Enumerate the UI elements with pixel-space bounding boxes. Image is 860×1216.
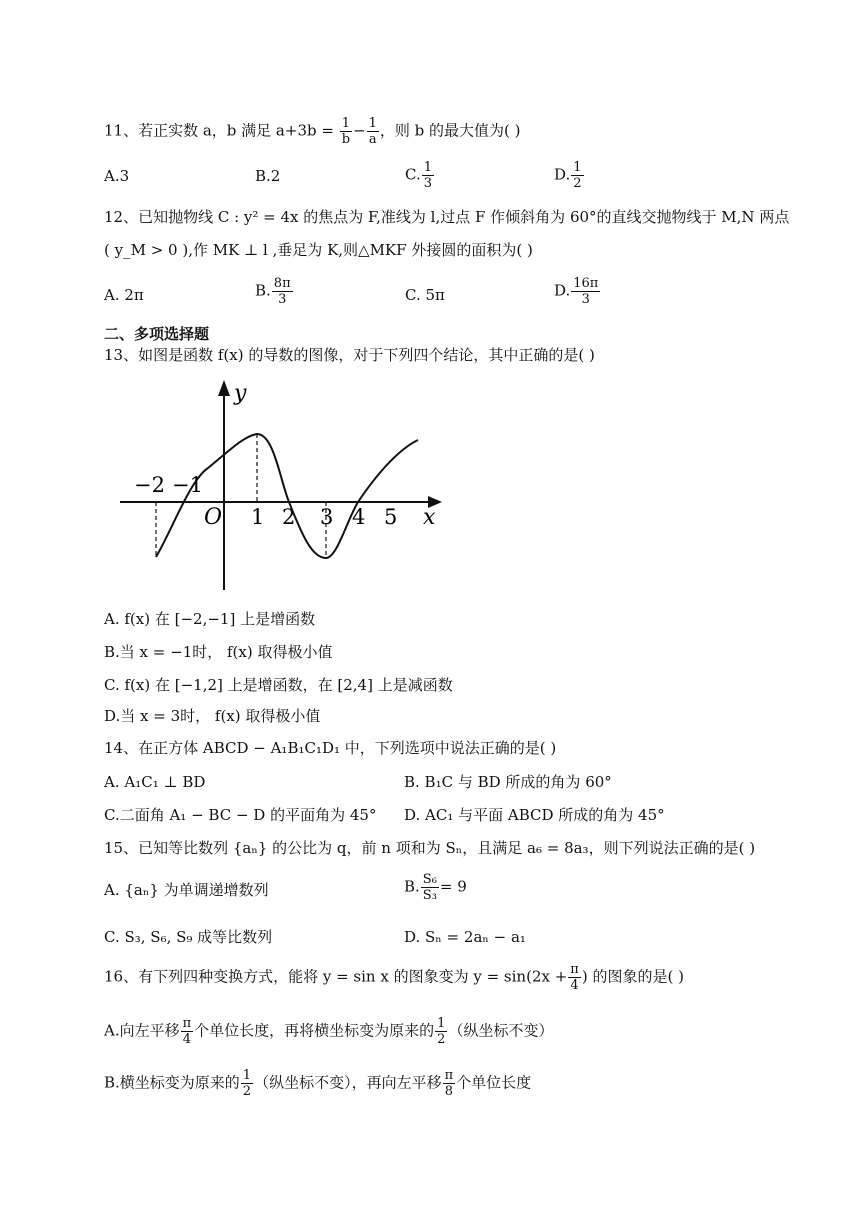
q15-option-c: C. S₃, S₆, S₉ 成等比数列 <box>104 928 273 946</box>
q12-option-a: A. 2π <box>104 286 144 304</box>
y-axis-arrow <box>218 380 230 396</box>
tick-2: 2 <box>282 505 296 529</box>
q11-option-d: D. $\frac{1}{2}$ <box>554 160 582 191</box>
q13-option-a: A. f(x) 在 [−2,−1] 上是增函数 <box>104 610 316 628</box>
q16-stem: 16、有下列四种变换方式，能将 y = sin x 的图象变为 y = sin(2x + $\frac{\pi}{4}$ ) 的图象的是( ) <box>104 962 684 993</box>
q16-option-a: A.向左平移 $\frac{\pi}{4}$ 个单位长度，再将横坐标变为原来的 $\frac{1}{2}$ （纵坐标不变） <box>104 1016 554 1047</box>
q12-option-d: D. $\frac{16\pi}{3}$ <box>554 276 599 307</box>
q12-option-c: C. 5π <box>405 286 445 304</box>
q14-stem: 14、在正方体 ABCD − A₁B₁C₁D₁ 中，下列选项中说法正确的是( ) <box>104 739 557 757</box>
q13-option-b: B.当 x = −1时， f(x) 取得极小值 <box>104 643 333 661</box>
y-axis-label: y <box>234 381 247 406</box>
q14-option-b: B. B₁C 与 BD 所成的角为 60° <box>404 773 612 791</box>
derivative-graph <box>112 370 452 600</box>
q13-stem: 13、如图是函数 f(x) 的导数的图像，对于下列四个结论，其中正确的是( ) <box>104 346 595 364</box>
q14-option-a: A. A₁C₁ ⊥ BD <box>104 773 206 791</box>
q11-option-b: B.2 <box>255 167 281 185</box>
tick-3: 3 <box>320 505 334 529</box>
q16-option-b: B.横坐标变为原来的 $\frac{1}{2}$ （纵坐标不变），再向左平移 $\frac{\pi}{8}$ 个单位长度 <box>104 1068 532 1099</box>
x-axis-label: x <box>423 505 436 530</box>
q11-stem: 11、若正实数 a，b 满足 a+3b = $\frac{1}{b}$ − $\frac{1}{a}$ ，则 b 的最大值为( ) <box>104 116 521 147</box>
q15-option-d: D. Sₙ = 2aₙ − a₁ <box>404 928 526 946</box>
tick-5: 5 <box>384 505 398 529</box>
q14-option-c: C.二面角 A₁ − BC − D 的平面角为 45° <box>104 806 377 824</box>
q13-option-c: C. f(x) 在 [−1,2] 上是增函数，在 [2,4] 上是减函数 <box>104 676 453 694</box>
origin-label: O <box>204 505 223 530</box>
tick-4: 4 <box>352 505 366 529</box>
q14-option-d: D. AC₁ 与平面 ABCD 所成的角为 45° <box>404 806 665 824</box>
q13-option-d: D.当 x = 3时， f(x) 取得极小值 <box>104 707 321 725</box>
section-heading: 二、多项选择题 <box>104 325 210 343</box>
q11-option-c: C. $\frac{1}{3}$ <box>405 160 432 191</box>
q12-line1: 12、已知抛物线 C : y² = 4x 的焦点为 F,准线为 l,过点 F 作倾斜角为 60°的直线交抛物线于 M,N 两点 <box>104 208 790 226</box>
q11-stem-post: ，则 b 的最大值为( ) <box>379 121 521 140</box>
tick-1: 1 <box>251 505 265 529</box>
q11-frac-2: $\frac{1}{a}$ <box>368 116 377 147</box>
q15-option-b: B. $\frac{\text{S₆}}{\text{S₃}}$ = 9 <box>404 872 467 903</box>
q15-stem: 15、已知等比数列 {aₙ} 的公比为 q，前 n 项和为 Sₙ，且满足 a₆ = 8a₃，则下列说法正确的是( ) <box>104 839 756 857</box>
q11-stem-pre: 11、若正实数 a，b 满足 a+3b = <box>104 121 334 140</box>
q12-option-b: B. $\frac{8\pi}{3}$ <box>255 276 291 307</box>
tick-minus-2: −2 <box>134 473 165 497</box>
q11-option-a: A.3 <box>104 167 130 185</box>
q11-frac-1: $\frac{1}{b}$ <box>341 116 351 147</box>
tick-minus-1: −1 <box>172 473 203 497</box>
q12-line2: ( y_M > 0 ),作 MK ⊥ l ,垂足为 K,则△MKF 外接圆的面积为( ) <box>104 241 533 259</box>
q15-option-a: A. {aₙ} 为单调递增数列 <box>104 881 269 899</box>
